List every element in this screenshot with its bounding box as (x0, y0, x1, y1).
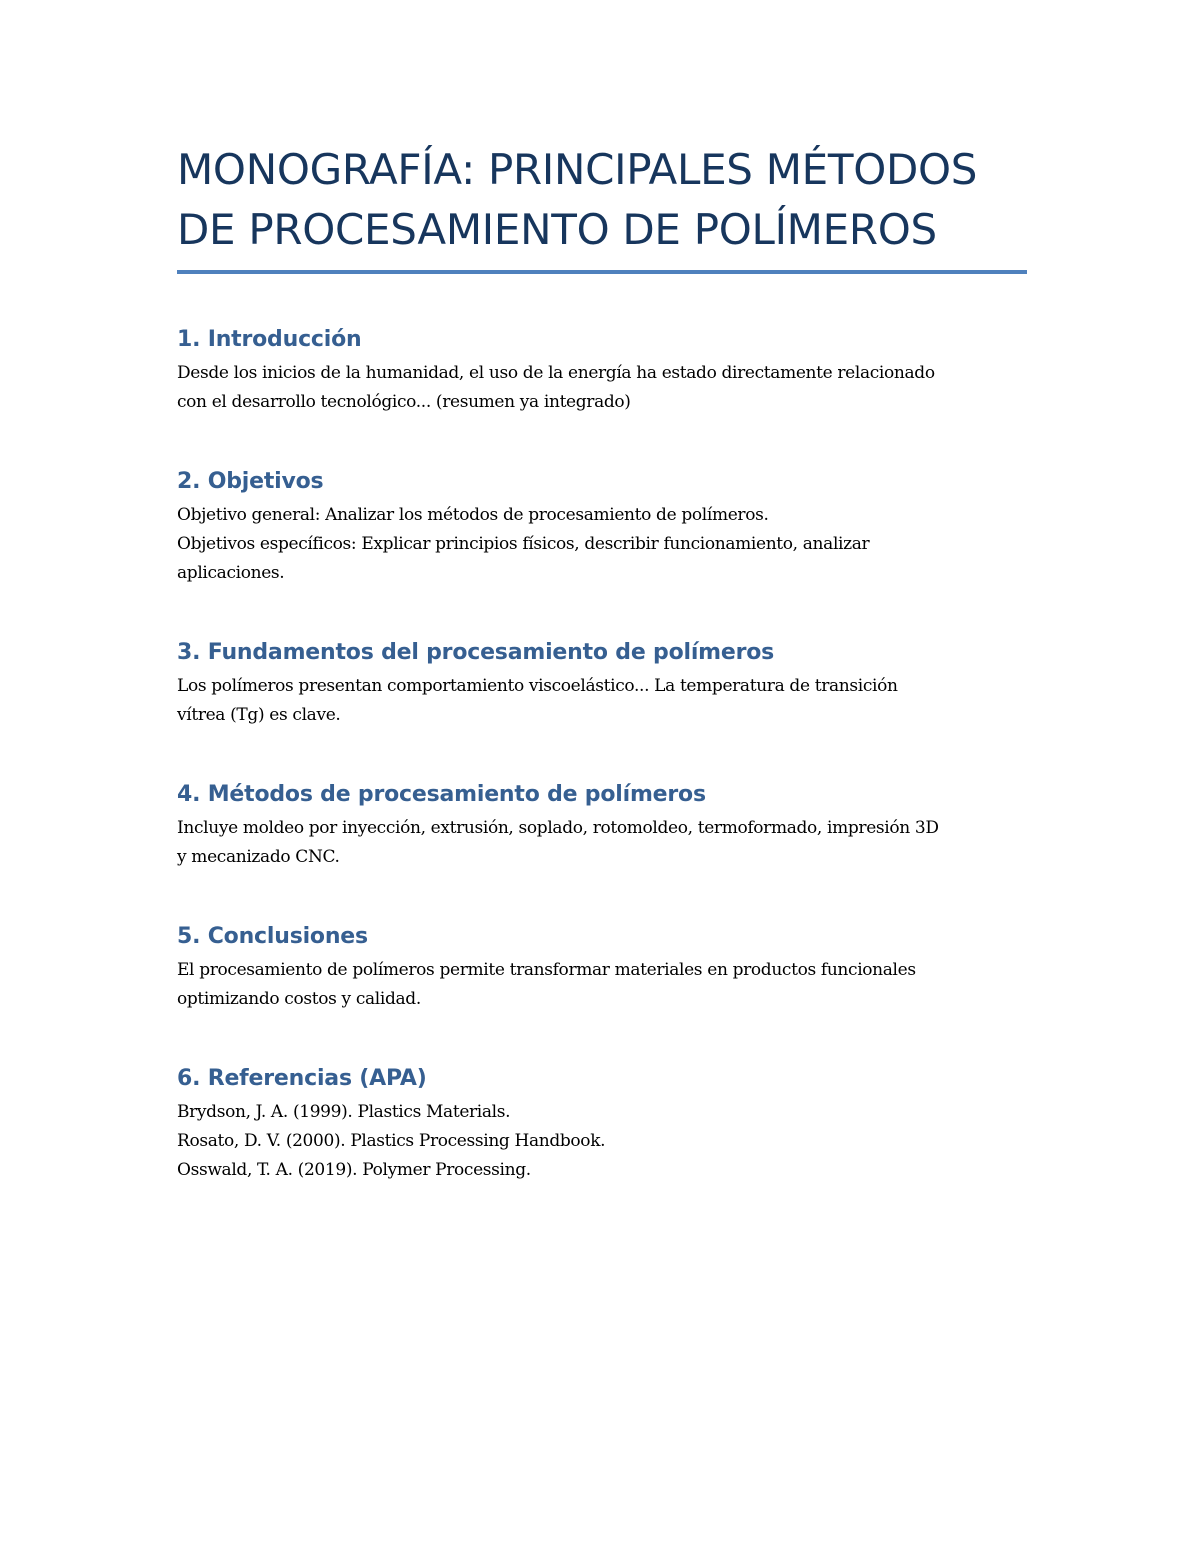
reference-entry: Rosato, D. V. (2000). Plastics Processing Handbook. (177, 1131, 606, 1151)
section-conclusiones (177, 922, 1027, 1014)
section-objetivos (177, 467, 1027, 588)
section-heading: 2. Objetivos (177, 469, 324, 494)
section-referencias (177, 1064, 1027, 1185)
text-line: El procesamiento de polímeros permite transformar materiales en productos funcionales (177, 960, 916, 980)
section-fundamentos (177, 638, 1027, 730)
reference-list (177, 1098, 1027, 1185)
section-introduccion (177, 325, 1027, 417)
document-page (177, 140, 1027, 1185)
reference-entry: Brydson, J. A. (1999). Plastics Materials. (177, 1102, 511, 1122)
section-metodos (177, 780, 1027, 872)
text-line: y mecanizado CNC. (177, 847, 340, 867)
section-paragraph (177, 359, 1027, 417)
section-heading: 6. Referencias (APA) (177, 1066, 427, 1091)
section-paragraph (177, 814, 1027, 872)
section-paragraph (177, 956, 1027, 1014)
title-line: MONOGRAFÍA: PRINCIPALES MÉTODOS (177, 145, 978, 194)
section-heading: 1. Introducción (177, 327, 362, 352)
section-heading: 4. Métodos de procesamiento de polímeros (177, 782, 706, 807)
text-line: Objetivos específicos: Explicar principios físicos, describir funcionamiento, analizar (177, 534, 870, 554)
section-paragraph (177, 672, 1027, 730)
section-heading: 3. Fundamentos del procesamiento de polímeros (177, 640, 775, 665)
text-line: Los polímeros presentan comportamiento viscoelástico... La temperatura de transición (177, 676, 898, 696)
text-line: con el desarrollo tecnológico... (resumen ya integrado) (177, 392, 631, 412)
text-line: Incluye moldeo por inyección, extrusión, soplado, rotomoldeo, termoformado, impresión 3D (177, 818, 939, 838)
text-line: optimizando costos y calidad. (177, 989, 421, 1009)
title-line: DE PROCESAMIENTO DE POLÍMEROS (177, 205, 937, 254)
text-line: Objetivo general: Analizar los métodos de procesamiento de polímeros. (177, 505, 769, 525)
reference-entry: Osswald, T. A. (2019). Polymer Processing. (177, 1160, 531, 1180)
text-line: vítrea (Tg) es clave. (177, 705, 341, 725)
text-line: aplicaciones. (177, 563, 285, 583)
section-heading: 5. Conclusiones (177, 924, 368, 949)
text-line: Desde los inicios de la humanidad, el uso de la energía ha estado directamente relacionado (177, 363, 935, 383)
document-title (177, 140, 1027, 274)
section-paragraph (177, 501, 1027, 588)
